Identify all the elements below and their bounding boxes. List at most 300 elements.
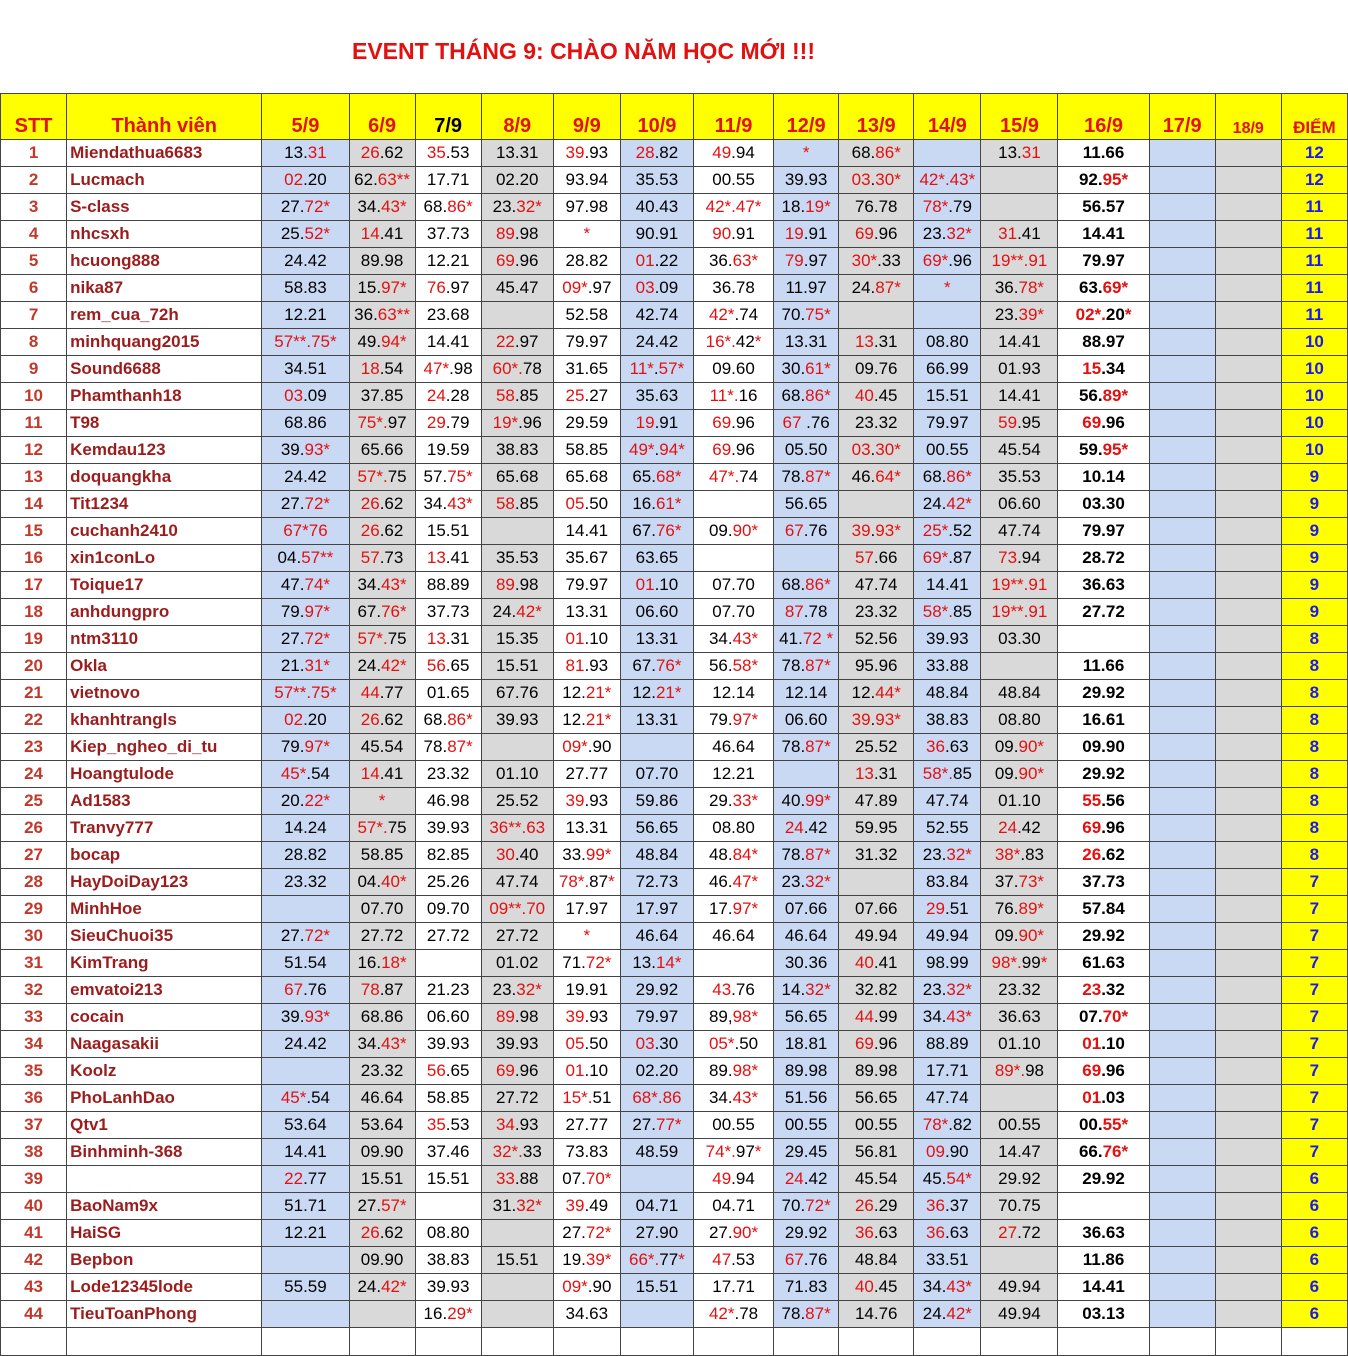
day-cell: 06.60 <box>620 599 693 626</box>
day-cell: 61.63 <box>1058 950 1149 977</box>
day-cell: 15.51 <box>481 653 553 680</box>
table-row <box>1 1220 1348 1247</box>
day-cell <box>1215 788 1281 815</box>
day-cell: 48.84 <box>839 1247 914 1274</box>
day-cell: 79.97* <box>262 599 349 626</box>
score-cell: 11 <box>1281 302 1347 329</box>
day-cell: 26.62 <box>349 491 415 518</box>
row-stt: 39 <box>1 1166 67 1193</box>
day-cell: 56.65 <box>620 815 693 842</box>
table-row <box>1 1193 1348 1220</box>
day-cell: 79.97 <box>914 410 981 437</box>
member-name: Miendathua6683 <box>67 140 262 167</box>
day-cell: 69*.87 <box>914 545 981 572</box>
day-cell <box>1215 653 1281 680</box>
day-cell: 67.76 <box>774 1247 839 1274</box>
score-cell: 7 <box>1281 896 1347 923</box>
day-cell <box>1215 869 1281 896</box>
row-stt: 19 <box>1 626 67 653</box>
day-cell: 00.55* <box>1058 1112 1149 1139</box>
member-name: Ad1583 <box>67 788 262 815</box>
day-cell: 42*.43* <box>914 167 981 194</box>
day-cell: 39.93 <box>553 788 620 815</box>
table-row <box>1 1112 1348 1139</box>
day-cell: 46.64 <box>693 923 773 950</box>
day-cell: 37.73* <box>981 869 1058 896</box>
day-cell: 29.79 <box>415 410 481 437</box>
day-cell: 48.59 <box>620 1139 693 1166</box>
day-cell <box>1149 1004 1215 1031</box>
day-cell: 01.02 <box>481 950 553 977</box>
row-stt: 6 <box>1 275 67 302</box>
table-row <box>1 302 1348 329</box>
day-cell: 47.74 <box>914 1085 981 1112</box>
day-cell: 78.87* <box>774 842 839 869</box>
row-stt: 34 <box>1 1031 67 1058</box>
day-cell: 34.43* <box>349 1031 415 1058</box>
day-cell <box>1215 599 1281 626</box>
table-row <box>1 545 1348 572</box>
day-cell: 13.14* <box>620 950 693 977</box>
member-name: Binhminh-368 <box>67 1139 262 1166</box>
day-cell: 37.73 <box>415 599 481 626</box>
day-cell: 72.73 <box>620 869 693 896</box>
row-stt: 38 <box>1 1139 67 1166</box>
day-cell: 09.90* <box>981 734 1058 761</box>
day-cell: 24.42 <box>981 815 1058 842</box>
member-name: emvatoi213 <box>67 977 262 1004</box>
table-row <box>1 977 1348 1004</box>
day-cell <box>1215 626 1281 653</box>
day-cell: 46.64* <box>839 464 914 491</box>
table-row <box>1 275 1348 302</box>
day-cell: 14.41 <box>1058 1274 1149 1301</box>
day-cell: 34.43* <box>349 194 415 221</box>
day-cell: 31.41 <box>981 221 1058 248</box>
day-cell: 37.73 <box>1058 869 1149 896</box>
day-cell: 98.99 <box>914 950 981 977</box>
day-cell: 16.29* <box>415 1301 481 1328</box>
day-cell: 23.32 <box>981 977 1058 1004</box>
day-cell: 00.55 <box>693 1112 773 1139</box>
day-cell: 27.72* <box>553 1220 620 1247</box>
day-cell: 43.76 <box>693 977 773 1004</box>
day-cell: 65.68 <box>481 464 553 491</box>
day-cell: 34.43* <box>693 626 773 653</box>
score-cell: 6 <box>1281 1274 1347 1301</box>
day-cell: 24.42* <box>914 1301 981 1328</box>
day-cell: 29.92 <box>1058 1166 1149 1193</box>
score-cell: 9 <box>1281 545 1347 572</box>
day-cell <box>1215 950 1281 977</box>
day-cell: 01.03 <box>1058 1085 1149 1112</box>
day-cell: * <box>553 923 620 950</box>
day-cell: 13.31 <box>553 599 620 626</box>
score-cell: 8 <box>1281 653 1347 680</box>
day-cell <box>1149 761 1215 788</box>
row-stt: 23 <box>1 734 67 761</box>
row-stt: 22 <box>1 707 67 734</box>
day-cell <box>1215 1193 1281 1220</box>
blank-cell <box>67 1328 262 1356</box>
day-cell: 45*.54 <box>262 1085 349 1112</box>
day-cell: 89.98* <box>693 1058 773 1085</box>
day-cell: 39.93 <box>415 1031 481 1058</box>
score-cell: 11 <box>1281 248 1347 275</box>
table-row <box>1 1031 1348 1058</box>
day-cell: 45.47 <box>481 275 553 302</box>
day-cell: 36.37 <box>914 1193 981 1220</box>
day-cell: 95.96 <box>839 653 914 680</box>
day-cell: 37.85 <box>349 383 415 410</box>
day-cell: 31.32 <box>839 842 914 869</box>
day-cell: 46.98 <box>415 788 481 815</box>
table-row <box>1 194 1348 221</box>
member-name: hcuong888 <box>67 248 262 275</box>
day-cell <box>774 545 839 572</box>
score-cell: 6 <box>1281 1166 1347 1193</box>
day-cell: 47.74 <box>981 518 1058 545</box>
day-cell <box>1215 896 1281 923</box>
day-cell <box>1149 626 1215 653</box>
day-cell: 09.90* <box>981 761 1058 788</box>
day-cell <box>1215 842 1281 869</box>
day-cell <box>1058 1193 1149 1220</box>
day-cell: 47.74 <box>481 869 553 896</box>
row-stt: 32 <box>1 977 67 1004</box>
member-name: doquangkha <box>67 464 262 491</box>
day-cell <box>262 896 349 923</box>
day-cell <box>693 491 773 518</box>
day-cell: 02.20 <box>262 707 349 734</box>
day-cell: 15.51 <box>349 1166 415 1193</box>
day-cell: 59.95 <box>839 815 914 842</box>
day-cell: 23.32 <box>839 599 914 626</box>
day-cell: 17.71 <box>693 1274 773 1301</box>
day-cell: 23.32 <box>262 869 349 896</box>
day-cell: 36.63 <box>1058 572 1149 599</box>
sheet-title: EVENT THÁNG 9: CHÀO NĂM HỌC MỚI !!! <box>352 38 815 64</box>
day-cell <box>1149 1085 1215 1112</box>
day-cell <box>1215 761 1281 788</box>
day-cell <box>1215 275 1281 302</box>
day-cell: 27.72 <box>481 1085 553 1112</box>
day-cell: 69.96 <box>1058 410 1149 437</box>
day-cell <box>1149 302 1215 329</box>
day-cell <box>481 1220 553 1247</box>
day-cell: 09.76 <box>839 356 914 383</box>
day-cell: 01.10 <box>481 761 553 788</box>
score-table <box>0 93 1348 1356</box>
day-cell: 34.43* <box>914 1004 981 1031</box>
member-name: Kiep_ngheo_di_tu <box>67 734 262 761</box>
member-name: Bepbon <box>67 1247 262 1274</box>
day-cell: 23.68 <box>415 302 481 329</box>
day-cell: 82.85 <box>415 842 481 869</box>
day-cell: 68.86* <box>774 383 839 410</box>
score-cell: 8 <box>1281 626 1347 653</box>
day-cell: 57.73 <box>349 545 415 572</box>
day-cell <box>1215 1031 1281 1058</box>
day-cell: 69.96 <box>481 248 553 275</box>
column-header-9: 12/9 <box>774 94 839 140</box>
day-cell: 05*.50 <box>693 1031 773 1058</box>
blank-cell <box>839 1328 914 1356</box>
row-stt: 41 <box>1 1220 67 1247</box>
day-cell: 09.90* <box>693 518 773 545</box>
day-cell: 24.42* <box>481 599 553 626</box>
day-cell: 04.71 <box>693 1193 773 1220</box>
member-name: HayDoiDay123 <box>67 869 262 896</box>
blank-cell <box>620 1328 693 1356</box>
day-cell: 12.14 <box>693 680 773 707</box>
day-cell: 16.18* <box>349 950 415 977</box>
day-cell <box>1215 1166 1281 1193</box>
day-cell: 28.82 <box>553 248 620 275</box>
day-cell: 24.42 <box>620 329 693 356</box>
member-name: rem_cua_72h <box>67 302 262 329</box>
day-cell <box>1215 707 1281 734</box>
day-cell: 67.76* <box>620 653 693 680</box>
day-cell: 49.94 <box>914 923 981 950</box>
day-cell <box>1149 248 1215 275</box>
day-cell <box>981 167 1058 194</box>
day-cell <box>1215 734 1281 761</box>
day-cell: 90.91 <box>620 221 693 248</box>
row-stt: 7 <box>1 302 67 329</box>
member-name: KimTrang <box>67 950 262 977</box>
row-stt: 20 <box>1 653 67 680</box>
table-row <box>1 896 1348 923</box>
day-cell: 25.26 <box>415 869 481 896</box>
day-cell: 19.91 <box>553 977 620 1004</box>
day-cell: 47.53 <box>693 1247 773 1274</box>
day-cell: 76.78 <box>839 194 914 221</box>
day-cell: 27.90 <box>620 1220 693 1247</box>
day-cell: 89.98 <box>481 572 553 599</box>
day-cell <box>1149 950 1215 977</box>
day-cell: 35.53 <box>620 167 693 194</box>
day-cell: 78.87* <box>774 653 839 680</box>
day-cell: 29.33* <box>693 788 773 815</box>
day-cell <box>1149 464 1215 491</box>
day-cell: 71.72* <box>553 950 620 977</box>
day-cell: 71.83 <box>774 1274 839 1301</box>
day-cell: 30.40 <box>481 842 553 869</box>
score-cell: 8 <box>1281 761 1347 788</box>
day-cell: 63.69* <box>1058 275 1149 302</box>
table-row <box>1 1139 1348 1166</box>
row-stt: 5 <box>1 248 67 275</box>
day-cell: 03.30 <box>620 1031 693 1058</box>
day-cell <box>1149 356 1215 383</box>
member-name: MinhHoe <box>67 896 262 923</box>
day-cell: 45.54 <box>981 437 1058 464</box>
member-name: PhoLanhDao <box>67 1085 262 1112</box>
day-cell <box>1215 302 1281 329</box>
member-name: TieuToanPhong <box>67 1301 262 1328</box>
day-cell: 03.30 <box>1058 491 1149 518</box>
column-header-0: STT <box>1 94 67 140</box>
day-cell: 15*.51 <box>553 1085 620 1112</box>
day-cell: 27.77 <box>553 1112 620 1139</box>
day-cell: 25.52 <box>839 734 914 761</box>
day-cell: 58.85 <box>349 842 415 869</box>
day-cell: 27.72 <box>1058 599 1149 626</box>
day-cell: 90.91 <box>693 221 773 248</box>
table-row <box>1 1274 1348 1301</box>
day-cell: 14.41 <box>981 329 1058 356</box>
day-cell: 34.43* <box>914 1274 981 1301</box>
row-stt: 18 <box>1 599 67 626</box>
day-cell: 24.42 <box>774 815 839 842</box>
day-cell: 92.95* <box>1058 167 1149 194</box>
day-cell: 04.71 <box>620 1193 693 1220</box>
member-name: cocain <box>67 1004 262 1031</box>
day-cell: 19.91 <box>620 410 693 437</box>
row-stt: 10 <box>1 383 67 410</box>
day-cell <box>1149 1166 1215 1193</box>
day-cell: 25.52 <box>481 788 553 815</box>
day-cell: 11.66 <box>1058 140 1149 167</box>
day-cell: 83.84 <box>914 869 981 896</box>
day-cell <box>774 761 839 788</box>
day-cell: 57.75* <box>415 464 481 491</box>
day-cell <box>1149 1139 1215 1166</box>
day-cell <box>1149 1031 1215 1058</box>
day-cell: 88.89 <box>914 1031 981 1058</box>
day-cell: 18.54 <box>349 356 415 383</box>
day-cell: 57**.75* <box>262 680 349 707</box>
day-cell: 08.80 <box>914 329 981 356</box>
day-cell: 19.91 <box>774 221 839 248</box>
day-cell: 24.87* <box>839 275 914 302</box>
score-cell: 7 <box>1281 977 1347 1004</box>
day-cell: 21.23 <box>415 977 481 1004</box>
day-cell: 78.87* <box>774 464 839 491</box>
day-cell: 35.53 <box>981 464 1058 491</box>
day-cell: 18.19* <box>774 194 839 221</box>
score-cell: 10 <box>1281 329 1347 356</box>
day-cell: 00.55 <box>693 167 773 194</box>
day-cell: 89.98 <box>774 1058 839 1085</box>
day-cell: 25.52* <box>262 221 349 248</box>
day-cell: 67*76 <box>262 518 349 545</box>
table-row <box>1 1301 1348 1328</box>
day-cell <box>620 1166 693 1193</box>
day-cell <box>693 545 773 572</box>
blank-cell <box>1149 1328 1215 1356</box>
day-cell: 29.92 <box>774 1220 839 1247</box>
day-cell: 23.32 <box>349 1058 415 1085</box>
day-cell: 33.99* <box>553 842 620 869</box>
day-cell: 13.31 <box>774 329 839 356</box>
day-cell: 01.10 <box>1058 1031 1149 1058</box>
member-name: Phamthanh18 <box>67 383 262 410</box>
day-cell: 68.86* <box>415 707 481 734</box>
day-cell: 36.63** <box>349 302 415 329</box>
row-stt: 33 <box>1 1004 67 1031</box>
day-cell: 24.42 <box>262 464 349 491</box>
day-cell: 39.93* <box>262 1004 349 1031</box>
day-cell <box>1149 1274 1215 1301</box>
day-cell: 35.53 <box>481 545 553 572</box>
day-cell <box>1149 1220 1215 1247</box>
day-cell: 38*.83 <box>981 842 1058 869</box>
day-cell: 89*.98 <box>981 1058 1058 1085</box>
table-row <box>1 1085 1348 1112</box>
day-cell: 55.56 <box>1058 788 1149 815</box>
member-name: T98 <box>67 410 262 437</box>
day-cell: 15.51 <box>481 1247 553 1274</box>
day-cell: 00.55 <box>914 437 981 464</box>
day-cell: 37.73 <box>415 221 481 248</box>
day-cell: 16.61* <box>620 491 693 518</box>
day-cell: 67.76 <box>262 977 349 1004</box>
blank-cell <box>481 1328 553 1356</box>
row-stt: 8 <box>1 329 67 356</box>
day-cell <box>1149 329 1215 356</box>
day-cell: 26.62 <box>1058 842 1149 869</box>
day-cell: 19.59 <box>415 437 481 464</box>
day-cell: 13.31 <box>620 707 693 734</box>
day-cell: 45.54 <box>349 734 415 761</box>
day-cell: 15.51 <box>415 1166 481 1193</box>
day-cell: 66*.77* <box>620 1247 693 1274</box>
member-name: Lucmach <box>67 167 262 194</box>
day-cell <box>1149 194 1215 221</box>
row-stt: 26 <box>1 815 67 842</box>
member-name: bocap <box>67 842 262 869</box>
day-cell: 14.41 <box>262 1139 349 1166</box>
day-cell: 16.61 <box>1058 707 1149 734</box>
day-cell: 49*.94* <box>620 437 693 464</box>
day-cell: 14.47 <box>981 1139 1058 1166</box>
day-cell <box>1149 734 1215 761</box>
day-cell: 01.10 <box>981 1031 1058 1058</box>
table-row <box>1 221 1348 248</box>
day-cell: 04.57** <box>262 545 349 572</box>
day-cell <box>1149 1301 1215 1328</box>
blank-cell <box>1215 1328 1281 1356</box>
day-cell: 34.43* <box>349 572 415 599</box>
score-cell: 6 <box>1281 1301 1347 1328</box>
day-cell: 33.88 <box>914 653 981 680</box>
day-cell: 39.93 <box>553 1004 620 1031</box>
table-row <box>1 707 1348 734</box>
day-cell <box>1215 329 1281 356</box>
day-cell: 09.90 <box>1058 734 1149 761</box>
day-cell: 79.97 <box>553 329 620 356</box>
column-header-4: 7/9 <box>415 94 481 140</box>
day-cell: 52.56 <box>839 626 914 653</box>
member-name: nhcsxh <box>67 221 262 248</box>
sheet-title-area <box>0 0 1348 93</box>
day-cell: 09.90 <box>349 1247 415 1274</box>
day-cell: 05.50 <box>553 491 620 518</box>
day-cell: 36.78* <box>981 275 1058 302</box>
day-cell: 58.85 <box>481 491 553 518</box>
table-row <box>1 626 1348 653</box>
day-cell: 57.84 <box>1058 896 1149 923</box>
member-name: Okla <box>67 653 262 680</box>
day-cell <box>1215 464 1281 491</box>
day-cell: 66.99 <box>914 356 981 383</box>
day-cell: 28.82 <box>620 140 693 167</box>
day-cell: 58.85 <box>481 383 553 410</box>
table-row <box>1 437 1348 464</box>
day-cell: 39.93 <box>415 815 481 842</box>
